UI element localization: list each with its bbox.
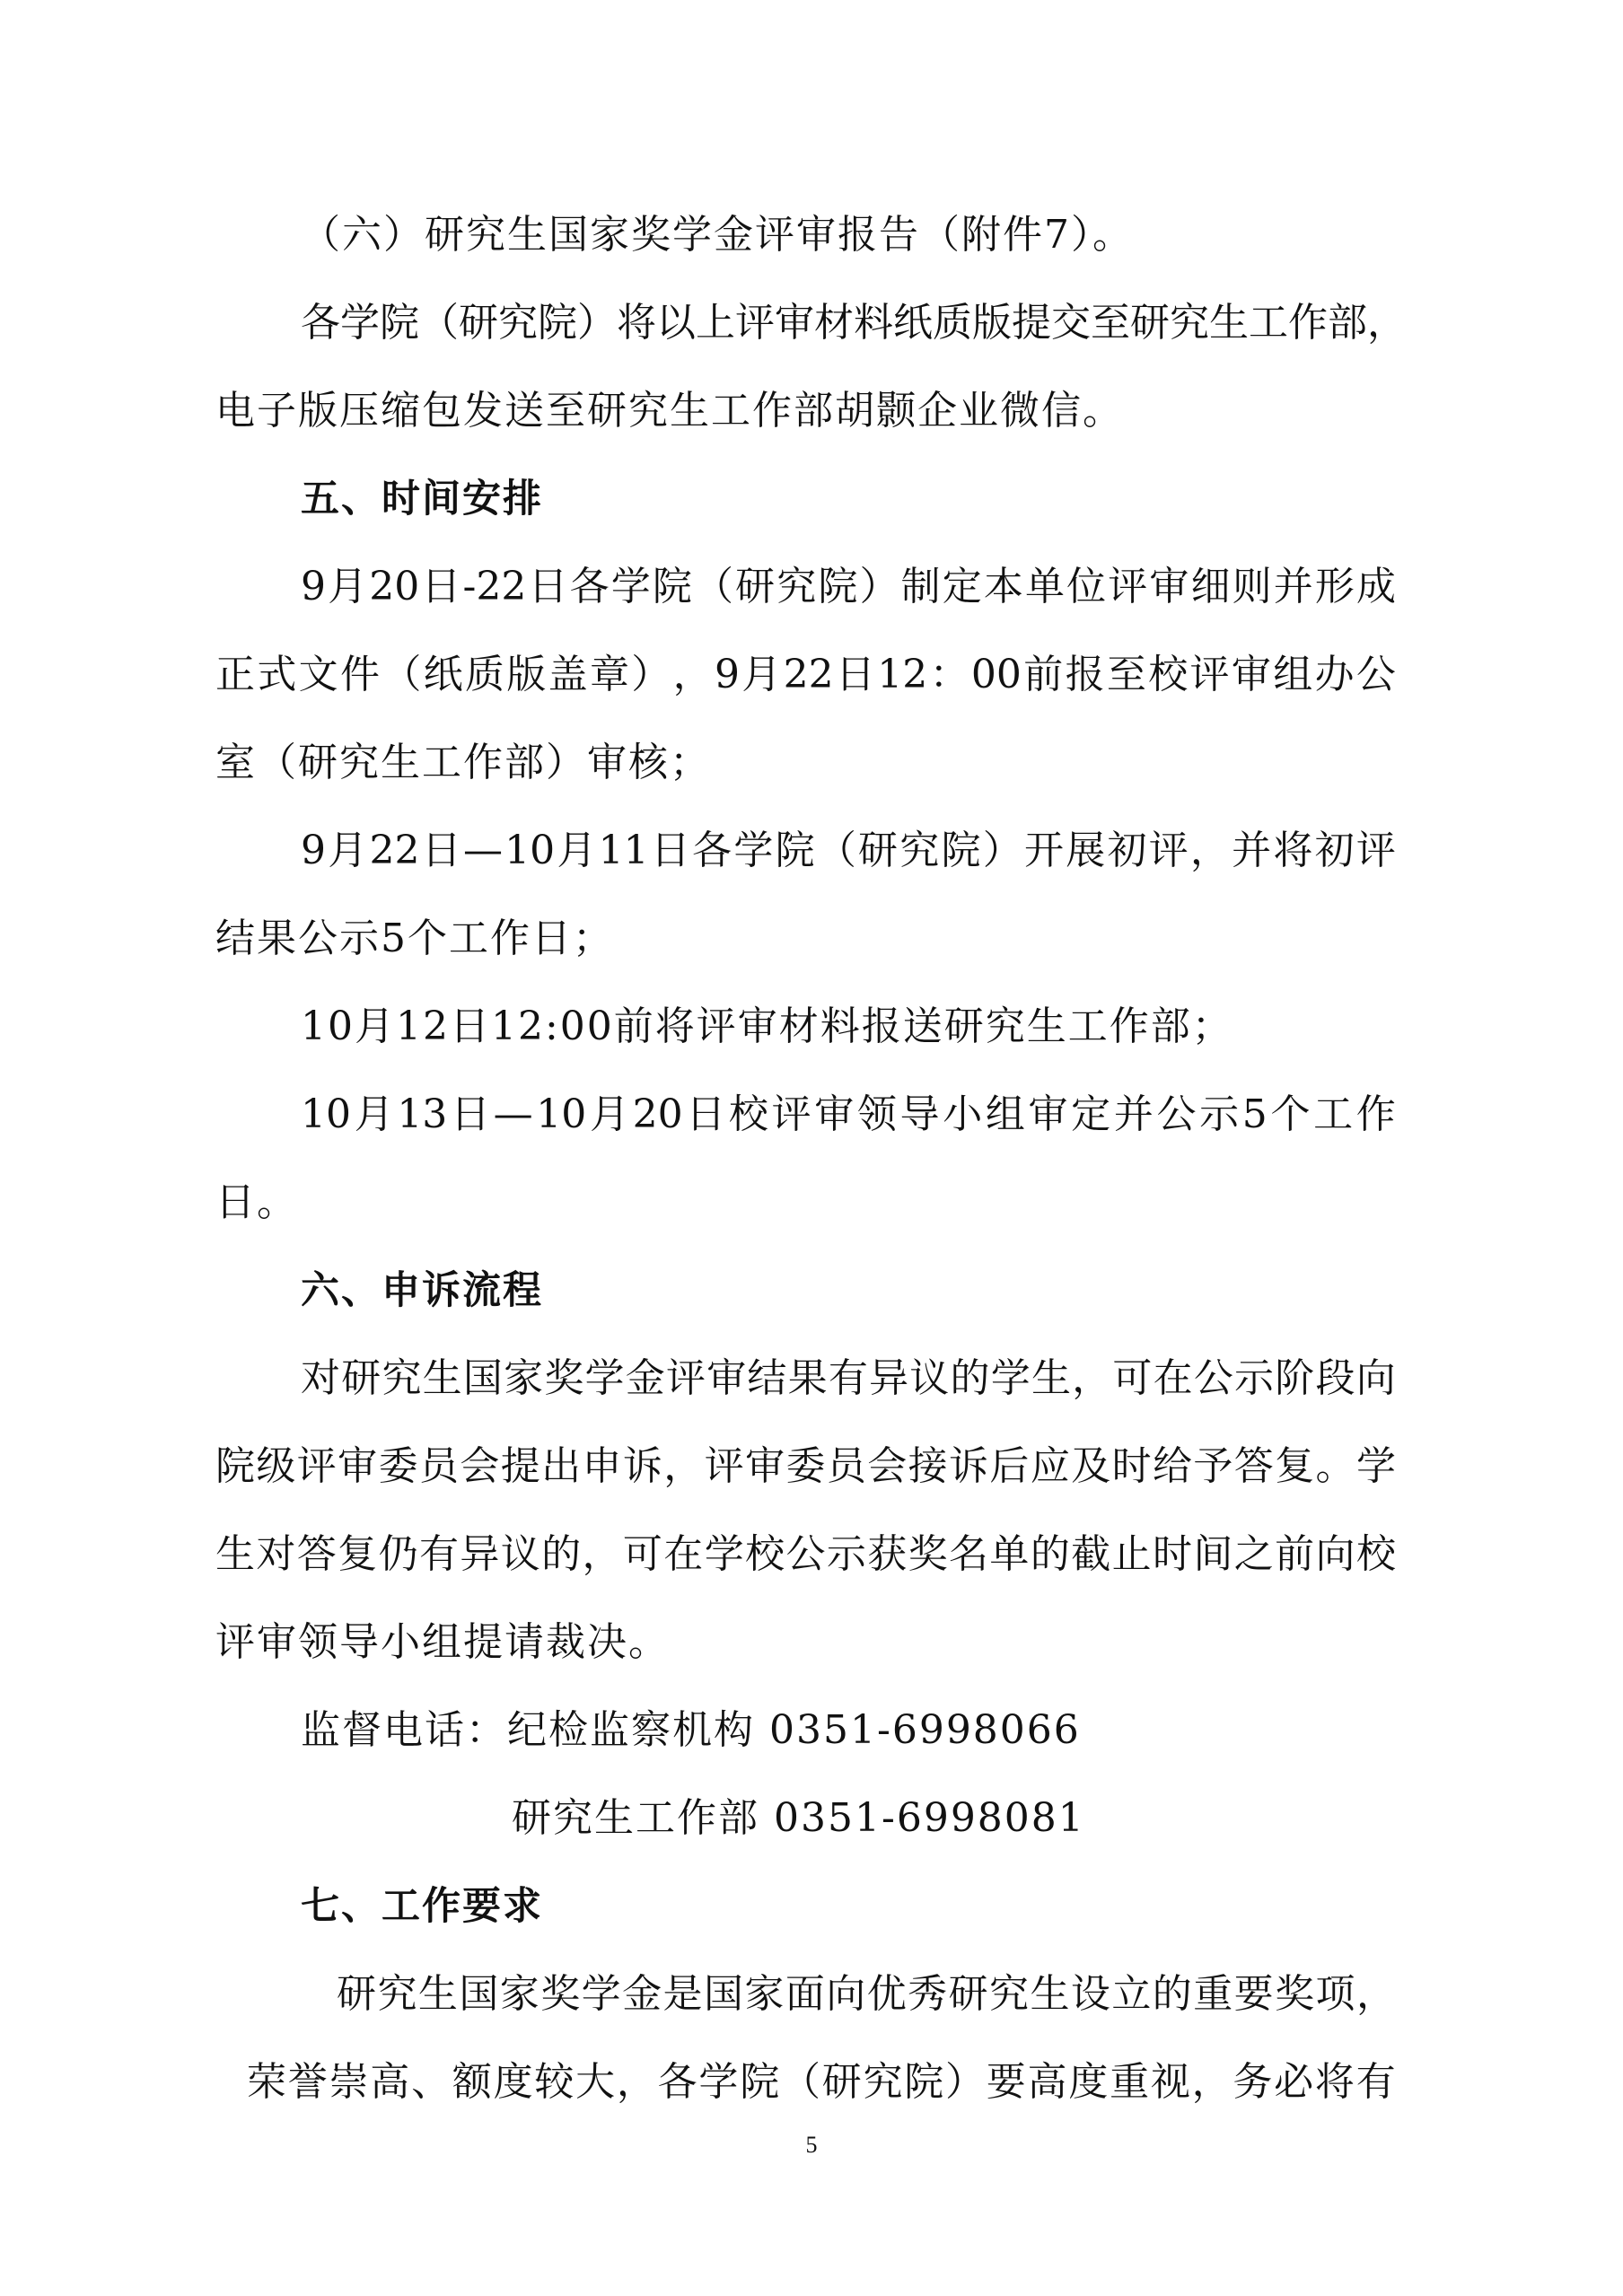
glyph: ） [631, 652, 671, 697]
glyph: 20 [632, 1091, 683, 1137]
glyph: 、 [411, 2059, 452, 2105]
glyph: 审 [706, 1355, 747, 1401]
glyph: 获 [867, 1531, 908, 1577]
glyph: 审 [745, 1443, 785, 1489]
glyph: 示 [1234, 1355, 1275, 1401]
glyph: 审 [1231, 652, 1271, 697]
glyph: 项 [1315, 1971, 1355, 2017]
glyph: 仍 [378, 1531, 418, 1577]
glyph: 版 [506, 652, 547, 697]
glyph: 研 [821, 2059, 862, 2105]
glyph: 级 [256, 1443, 296, 1489]
glyph: 向 [1355, 1355, 1396, 1401]
glyph: 院 [941, 828, 981, 873]
glyph: 奖 [1275, 1971, 1315, 2017]
glyph: 答 [296, 1531, 337, 1577]
glyph: 异 [869, 1355, 909, 1401]
glyph: 公 [1355, 652, 1396, 697]
glyph: 额 [452, 2059, 492, 2105]
glyph: 上 [696, 300, 735, 346]
glyph: 究 [377, 1971, 417, 2017]
glyph: 视 [1150, 2059, 1190, 2105]
glyph: 院 [215, 1443, 255, 1489]
glyph: 并 [1273, 564, 1313, 609]
glyph: 向 [826, 1971, 866, 2017]
glyph: 组 [1273, 652, 1313, 697]
glyph: 答 [1233, 1443, 1274, 1489]
glyph: 的 [1152, 1971, 1192, 2017]
glyph: 生 [1209, 300, 1249, 346]
glyph: ， [616, 2059, 656, 2105]
glyph: 必 [1274, 2059, 1314, 2105]
glyph: 截 [1071, 1531, 1111, 1577]
schedule-item-1-line-3: 室（研究生工作部）审核； [215, 740, 711, 785]
glyph: 13 [397, 1091, 448, 1137]
glyph: 是 [662, 1971, 703, 2017]
glyph: 究 [863, 2059, 903, 2105]
glyph: 月 [589, 1091, 629, 1137]
glyph: 10 [301, 1091, 351, 1137]
glyph: 22 [783, 652, 834, 697]
glyph: ， [1072, 1355, 1112, 1401]
schedule-item-2-line-2: 结果公示5个工作日； [215, 916, 614, 961]
glyph: ， [582, 1531, 622, 1577]
glyph: 较 [534, 2059, 575, 2105]
glyph: 作 [1288, 300, 1328, 346]
glyph: 将 [1314, 2059, 1355, 2105]
glyph: ） [577, 300, 617, 346]
glyph: 研 [341, 1355, 382, 1401]
schedule-item-4-line-2: 日。 [215, 1179, 298, 1225]
glyph: 5 [1241, 1091, 1268, 1137]
glyph: 生 [215, 1531, 255, 1577]
glyph: 究 [1170, 300, 1209, 346]
glyph: 公 [1156, 1091, 1197, 1137]
glyph: 评 [1148, 828, 1189, 873]
glyph: 院 [904, 2059, 944, 2105]
glyph: 组 [985, 1091, 1025, 1137]
glyph: 给 [1152, 1443, 1192, 1489]
glyph: 前 [1275, 1531, 1315, 1577]
glyph: 家 [499, 1971, 540, 2017]
glyph: 将 [617, 300, 656, 346]
glyph: ： [929, 652, 969, 697]
glyph: 学 [698, 2059, 739, 2105]
glyph: 日 [835, 652, 875, 697]
glyph: 细 [1190, 564, 1231, 609]
glyph: 秀 [908, 1971, 948, 2017]
glyph: 面 [785, 1971, 825, 2017]
glyph: 9 [301, 564, 326, 609]
glyph: 日 [421, 828, 461, 873]
glyph: 有 [828, 1355, 868, 1401]
glyph: 之 [1233, 1531, 1274, 1577]
glyph: 个 [1270, 1091, 1311, 1137]
glyph: 及 [1071, 1443, 1111, 1489]
glyph: — [493, 1091, 533, 1137]
glyph: 则 [1232, 564, 1272, 609]
glyph: 国 [703, 1971, 743, 2017]
glyph: 崇 [329, 2059, 369, 2105]
glyph: 高 [370, 2059, 410, 2105]
glyph: 可 [1112, 1355, 1153, 1401]
glyph: 家 [504, 1355, 544, 1401]
glyph: 奖 [908, 1531, 948, 1577]
glyph: 纸 [893, 300, 933, 346]
glyph: 时 [1152, 1531, 1192, 1577]
glyph: 各 [569, 564, 610, 609]
glyph: 审 [1028, 1091, 1068, 1137]
glyph: 研 [1130, 300, 1170, 346]
glyph: 质 [464, 652, 504, 697]
requirements-paragraph-line-1 [337, 1967, 1396, 2021]
glyph: 后 [989, 1443, 1030, 1489]
glyph: 各 [692, 828, 733, 873]
glyph: 的 [950, 1355, 990, 1401]
glyph: 生 [422, 1355, 462, 1401]
glyph: 评 [735, 300, 775, 346]
glyph: 将 [1273, 828, 1313, 873]
glyph: 前 [1023, 652, 1064, 697]
glyph: 提 [1012, 300, 1051, 346]
item-six-attachment-7: （六）研究生国家奖学金评审报告（附件7）。 [301, 212, 1134, 258]
glyph: 10 [504, 828, 556, 873]
glyph: 章 [589, 652, 629, 697]
glyph: 对 [256, 1531, 296, 1577]
glyph: 向 [1315, 1531, 1355, 1577]
glyph: 立 [1111, 1971, 1152, 2017]
glyph: 月 [328, 564, 368, 609]
glyph: 审 [1149, 564, 1189, 609]
glyph: 出 [541, 1443, 582, 1489]
glyph: 10 [536, 1091, 587, 1137]
heading-schedule: 五、时间安排 [301, 477, 543, 521]
glyph: 委 [785, 1443, 826, 1489]
glyph: 提 [500, 1443, 540, 1489]
glyph: 成 [1355, 564, 1396, 609]
glyph: 制 [900, 564, 941, 609]
glyph: ， [1189, 828, 1230, 873]
glyph: 日 [421, 564, 461, 609]
glyph: 院 [740, 2059, 780, 2105]
glyph: 研 [337, 1971, 376, 2017]
glyph: 金 [622, 1971, 662, 2017]
glyph: 可 [622, 1531, 662, 1577]
glyph: 国 [462, 1355, 503, 1401]
glyph: 20 [369, 564, 420, 609]
glyph: 应 [1030, 1443, 1070, 1489]
glyph: 家 [744, 1971, 785, 2017]
glyph: 位 [1066, 564, 1107, 609]
glyph: 评 [665, 1355, 706, 1401]
glyph: 止 [1111, 1531, 1152, 1577]
glyph: 生 [1031, 1355, 1071, 1401]
glyph: 式 [257, 652, 297, 697]
glyph: 评 [1355, 828, 1396, 873]
glyph: 院 [380, 300, 419, 346]
glyph: 小 [943, 1091, 983, 1137]
glyph: 评 [1189, 652, 1230, 697]
glyph: 国 [459, 1971, 499, 2017]
glyph: 公 [1193, 1355, 1233, 1401]
glyph: 优 [866, 1971, 907, 2017]
glyph: 有 [418, 1531, 459, 1577]
schedule-item-1-line-1 [301, 560, 1396, 614]
glyph: 予 [1193, 1443, 1233, 1489]
schedule-item-4-line-1 [301, 1088, 1396, 1142]
glyph: 设 [1070, 1971, 1110, 2017]
glyph: 接 [908, 1443, 948, 1489]
glyph: 究 [989, 1971, 1029, 2017]
glyph: 9 [301, 828, 326, 873]
glyph: 办 [1314, 652, 1355, 697]
glyph: 学 [1355, 1443, 1396, 1489]
glyph: 22 [369, 828, 420, 873]
glyph: 会 [460, 1443, 500, 1489]
glyph: 11 [598, 828, 649, 873]
glyph: 单 [1024, 564, 1065, 609]
glyph: 复 [1275, 1443, 1315, 1489]
glyph: 并 [1113, 1091, 1154, 1137]
glyph: 究 [498, 300, 538, 346]
glyph: 研 [459, 300, 498, 346]
glyph: 在 [1153, 1355, 1193, 1401]
glyph: 员 [418, 1443, 459, 1489]
glyph: 00 [970, 652, 1022, 697]
glyph: 日 [528, 564, 568, 609]
glyph: ） [982, 828, 1022, 873]
glyph: 要 [1233, 1971, 1274, 2017]
glyph: 日 [686, 1091, 726, 1137]
glyph: 公 [785, 1531, 826, 1577]
glyph: 领 [856, 1091, 897, 1137]
glyph: 学 [990, 1355, 1031, 1401]
glyph: 大 [575, 2059, 616, 2105]
glyph: 初 [1314, 828, 1355, 873]
heading-appeal-process: 六、申诉流程 [301, 1268, 543, 1313]
glyph: 交 [1051, 300, 1091, 346]
glyph: 校 [1148, 652, 1189, 697]
glyph: 展 [1066, 828, 1106, 873]
glyph: 评 [296, 1443, 337, 1489]
glyph: 审 [814, 1091, 855, 1137]
schedule-item-3: 10月12日12:00前将评审材料报送研究生工作部； [301, 1003, 1233, 1049]
glyph: 示 [826, 1531, 866, 1577]
glyph: 部 [1328, 300, 1367, 346]
glyph: 要 [986, 2059, 1026, 2105]
glyph: 诉 [622, 1443, 662, 1489]
glyph: 月 [741, 652, 782, 697]
glyph: 的 [1030, 1531, 1070, 1577]
glyph: 高 [1027, 2059, 1067, 2105]
glyph: 至 [1106, 652, 1146, 697]
glyph: 会 [867, 1443, 908, 1489]
appeal-paragraph-line-4: 评审领导小组提请裁决。 [215, 1619, 670, 1665]
glyph: 定 [942, 564, 982, 609]
glyph: 至 [1091, 300, 1130, 346]
glyph: 形 [1314, 564, 1355, 609]
appeal-paragraph-line-3 [215, 1528, 1396, 1582]
glyph: 质 [933, 300, 972, 346]
glyph: 奖 [540, 1971, 581, 2017]
glyph: 开 [1023, 828, 1064, 873]
glyph: 议 [909, 1355, 950, 1401]
glyph: 学 [584, 1355, 625, 1401]
glyph: 重 [1110, 2059, 1150, 2105]
glyph: 12 [877, 652, 928, 697]
glyph: 度 [493, 2059, 533, 2105]
glyph: -22 [462, 564, 527, 609]
glyph: 究 [899, 828, 940, 873]
glyph: 日 [450, 1091, 490, 1137]
glyph: 月 [557, 828, 597, 873]
glyph: 对 [301, 1355, 340, 1401]
glyph: 各 [657, 2059, 697, 2105]
glyph: 学 [581, 1971, 621, 2017]
supervision-phone-discipline: 监督电话：纪检监察机构 0351-6998066 [301, 1707, 1081, 1753]
glyph: 员 [826, 1443, 866, 1489]
glyph: 院 [652, 564, 692, 609]
glyph: 作 [1355, 1091, 1396, 1137]
glyph: 院 [818, 564, 858, 609]
appeal-paragraph-line-1 [301, 1352, 1396, 1406]
glyph: 究 [776, 564, 817, 609]
glyph: 间 [1193, 1531, 1233, 1577]
glyph: 学 [733, 828, 774, 873]
glyph: （ [780, 2059, 820, 2105]
glyph: ， [1367, 300, 1407, 346]
glyph: ， [1355, 1971, 1396, 2017]
glyph: 院 [538, 300, 577, 346]
glyph: 导 [899, 1091, 940, 1137]
glyph: 学 [704, 1531, 744, 1577]
glyph: 研 [735, 564, 776, 609]
glyph: 申 [582, 1443, 622, 1489]
glyph: 重 [1193, 1971, 1233, 2017]
glyph: 学 [340, 300, 380, 346]
glyph: 究 [382, 1355, 422, 1401]
glyph: （ [816, 828, 856, 873]
glyph: 各 [301, 300, 340, 346]
supervision-phone-graduate-office: 研究生工作部 0351-6998081 [512, 1795, 1085, 1841]
glyph: 研 [858, 828, 899, 873]
glyph: 段 [1315, 1355, 1355, 1401]
glyph: 日 [650, 828, 690, 873]
paragraph-submit-materials-line-1 [301, 296, 1407, 350]
glyph: 有 [1355, 2059, 1396, 2105]
glyph: 名 [949, 1531, 989, 1577]
glyph: （ [693, 564, 733, 609]
glyph: 审 [338, 1443, 378, 1489]
paragraph-submit-materials-line-2: 电子版压缩包发送至研究生工作部胡颢企业微信。 [215, 388, 1124, 434]
glyph: ， [672, 652, 713, 697]
glyph: 工 [1249, 300, 1288, 346]
schedule-item-2-line-1 [301, 824, 1396, 878]
glyph: 度 [1068, 2059, 1109, 2105]
glyph: 时 [1111, 1443, 1152, 1489]
glyph: 月 [328, 828, 368, 873]
glyph: 文 [298, 652, 338, 697]
glyph: 生 [1030, 1971, 1070, 2017]
glyph: 生 [417, 1971, 458, 2017]
glyph: 定 [1071, 1091, 1111, 1137]
glyph: 纸 [423, 652, 463, 697]
glyph: 奖 [544, 1355, 584, 1401]
glyph: （ [419, 300, 459, 346]
glyph: 初 [1107, 828, 1147, 873]
heading-work-requirements: 七、工作要求 [301, 1884, 543, 1929]
glyph: 本 [983, 564, 1023, 609]
glyph: 务 [1233, 2059, 1273, 2105]
glyph: 评 [704, 1443, 744, 1489]
glyph: — [462, 828, 503, 873]
glyph: 异 [460, 1531, 500, 1577]
glyph: 审 [775, 300, 814, 346]
glyph: 委 [378, 1443, 418, 1489]
glyph: 评 [1108, 564, 1148, 609]
glyph: 单 [989, 1531, 1030, 1577]
glyph: 院 [775, 828, 815, 873]
glyph: 评 [771, 1091, 812, 1137]
glyph: ） [945, 2059, 986, 2105]
glyph: 果 [787, 1355, 828, 1401]
glyph: 工 [1313, 1091, 1354, 1137]
glyph: 报 [1065, 652, 1105, 697]
glyph: （ [382, 652, 422, 697]
glyph: 材 [814, 300, 854, 346]
glyph: 。 [1315, 1443, 1355, 1489]
glyph: 荣 [247, 2059, 286, 2105]
glyph: ， [663, 1443, 704, 1489]
glyph: 阶 [1275, 1355, 1315, 1401]
glyph: 月 [354, 1091, 394, 1137]
glyph: 诉 [949, 1443, 989, 1489]
glyph: 校 [728, 1091, 768, 1137]
glyph: 盖 [548, 652, 588, 697]
glyph: 版 [972, 300, 1012, 346]
glyph: 并 [1232, 828, 1272, 873]
glyph: 件 [339, 652, 380, 697]
glyph: 校 [745, 1531, 785, 1577]
glyph: 研 [948, 1971, 988, 2017]
appeal-paragraph-line-2 [215, 1440, 1396, 1494]
glyph: 复 [338, 1531, 378, 1577]
glyph: 誉 [287, 2059, 328, 2105]
glyph: 校 [1355, 1531, 1396, 1577]
glyph: 议 [500, 1531, 540, 1577]
page-number: 5 [805, 2132, 818, 2158]
glyph: 以 [656, 300, 696, 346]
glyph: 结 [747, 1355, 787, 1401]
glyph: 学 [610, 564, 651, 609]
glyph: 示 [1199, 1091, 1240, 1137]
glyph: 在 [663, 1531, 704, 1577]
glyph: ） [859, 564, 899, 609]
schedule-item-1-line-2 [215, 648, 1396, 702]
glyph: 正 [215, 652, 255, 697]
glyph: 的 [541, 1531, 582, 1577]
glyph: 料 [854, 300, 893, 346]
requirements-paragraph-line-2 [247, 2055, 1396, 2109]
glyph: 9 [714, 652, 740, 697]
glyph: 金 [625, 1355, 665, 1401]
glyph: ， [1191, 2059, 1232, 2105]
